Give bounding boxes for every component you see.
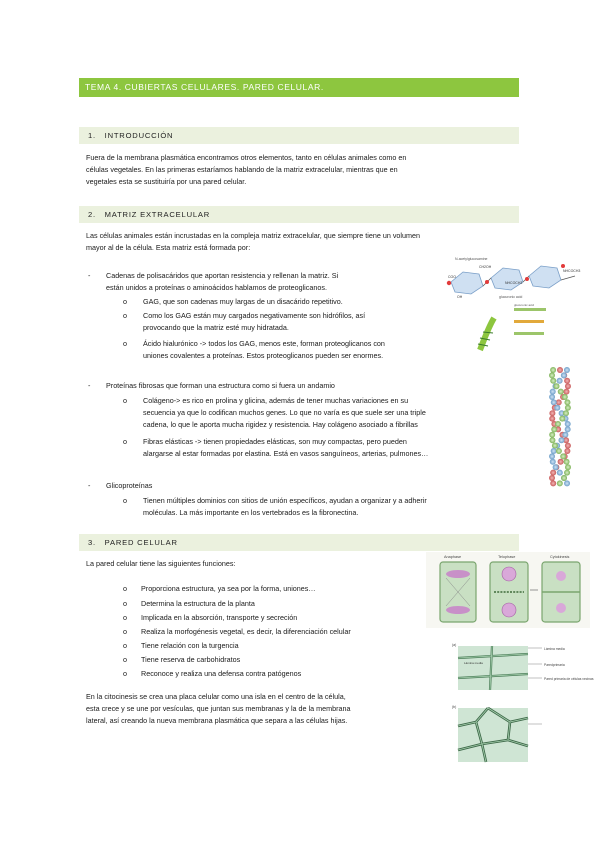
document-title: TEMA 4. CUBIERTAS CELULARES. PARED CELULAR. [79, 78, 519, 97]
helix-bead [557, 378, 563, 384]
helix-bead [557, 367, 563, 373]
dash-bullet: - [88, 481, 91, 490]
figure-label: Cytokinesis [550, 555, 570, 559]
list-item-polisacaridos [106, 270, 424, 294]
helix-bead [564, 470, 570, 476]
helix-bead [564, 459, 570, 465]
helix-bead [550, 378, 556, 384]
helix-bead [549, 410, 555, 416]
helix-bead [551, 399, 557, 405]
citocinesis-paragraph [86, 691, 438, 728]
text-line: esta crece y se une por vesículas, que juntan sus membranas y la de la membrana [86, 704, 351, 714]
text-line: cadena, lo que le aporta mucha rigidez y resistencia. Hay colágeno asociado a fibrillas [143, 420, 418, 430]
svg-text:NHCOCH3: NHCOCH3 [563, 269, 581, 273]
text-line: En la citocinesis se crea una placa celular como una isla en el centro de la célula, [86, 692, 346, 701]
helix-bead [552, 443, 558, 449]
text-line: Cadenas de polisacáridos que aportan resistencia y rellenan la matriz. Si [106, 271, 339, 280]
list-item-fibras-elasticas [143, 436, 515, 460]
dash-bullet: - [88, 381, 91, 390]
figure-label: CH2OH [479, 265, 492, 269]
sub-bullet: o [123, 627, 127, 636]
helix-bead [558, 437, 564, 443]
helix-bead [559, 416, 565, 422]
figure-label: (b) [452, 705, 457, 709]
figure-label: Lámina media [544, 647, 565, 651]
helix-bead [554, 383, 560, 389]
figure-label: Paredprimaria [544, 663, 565, 667]
cytokinesis-figure [426, 552, 590, 628]
list-item-funcion: Determina la estructura de la planta [141, 599, 255, 608]
text-line: Colágeno-> es rico en prolina y glicina, además de tener muchas variaciones en su [143, 396, 409, 405]
text-line: secuencia ya que lo codifican muchos genes. Lo que no varía es que suele ser una triple [143, 408, 426, 418]
helix-bead [558, 389, 564, 395]
list-item-funcion: Realiza la morfogénesis vegetal, es decir, la diferenciación celular [141, 627, 351, 636]
section-title: MATRIZ EXTRACELULAR [104, 210, 211, 219]
text-line: lateral, así creando la nueva membrana plasmática que separa a las células hijas. [86, 716, 348, 726]
svg-text:glucuronic acid: glucuronic acid [514, 303, 535, 307]
section-number: 1. [88, 131, 96, 140]
helix-bead [558, 459, 564, 465]
figure-label: Lámina media [464, 661, 483, 665]
helix-bead [557, 470, 563, 476]
helix-bead [564, 480, 570, 486]
text-line: Fuera de la membrana plasmática encontramos otros elementos, tanto en células animales como en [86, 153, 407, 162]
helix-bead [550, 389, 556, 395]
helix-bead [561, 372, 567, 378]
section-heading-introduccion [79, 127, 519, 144]
text-line: Como los GAG están muy cargados negativamente son hidrófilos, así [143, 311, 366, 320]
text-line: Tienen múltiples dominios con sitios de unión específicos, ayudan a organizar y a adherir [143, 496, 427, 505]
sub-bullet: o [123, 641, 127, 650]
sub-bullet: o [123, 599, 127, 608]
sub-bullet: o [123, 669, 127, 678]
cell-wall-figure-a [452, 642, 594, 694]
text-line: células vegetales. En las primeras estaríamos hablando de la matriz extracelular, mientras que en [86, 165, 398, 175]
cell-wall-figure-b [452, 704, 582, 766]
text-line: vegetales esta se sustituiría por una pared celular. [86, 177, 247, 187]
figure-label: Telophase [498, 555, 516, 559]
section-title: PARED CELULAR [104, 538, 178, 547]
text-line: provocando que la matriz esté muy hidratada. [143, 323, 289, 333]
list-item-funcion: Tiene reserva de carbohidratos [141, 655, 241, 664]
helix-bead [565, 421, 571, 427]
sub-bullet: o [123, 311, 127, 320]
sub-bullet: o [123, 496, 127, 505]
helix-bead [556, 448, 562, 454]
helix-bead [551, 426, 557, 432]
figure-label: OH [457, 295, 463, 299]
list-item-hialuronico [143, 338, 455, 362]
helix-bead [550, 367, 556, 373]
helix-bead [550, 459, 556, 465]
helix-bead [565, 443, 571, 449]
helix-bead [564, 448, 570, 454]
text-line: están unidos a proteínas o aminoácidos hablamos de proteoglicanos. [106, 283, 327, 293]
matriz-intro-paragraph [86, 230, 516, 254]
text-line: moléculas. La más importante en los vertebrados es la fibronectina. [143, 508, 359, 518]
helix-bead [555, 421, 561, 427]
list-item-funcion: Implicada en la absorción, transporte y secreción [141, 613, 298, 622]
helix-bead [565, 464, 571, 470]
section-heading-pared [79, 534, 519, 551]
sub-bullet: o [123, 584, 127, 593]
helix-bead [564, 378, 570, 384]
list-item-funcion: Proporciona estructura, ya sea por la forma, uniones… [141, 584, 316, 593]
figure-label: glucuronic acid [499, 295, 523, 299]
text-line: uniones covalentes a proteínas. Estos proteoglicanos pueden ser enormes. [143, 351, 384, 361]
sub-bullet: o [123, 297, 127, 306]
text-line: mayor al de la célula. Esta matriz está formada por: [86, 243, 251, 253]
list-item-hidrofilos [143, 310, 433, 334]
figure-label: Pared primaria de células vecinas [544, 677, 594, 681]
helix-bead [563, 410, 569, 416]
helix-bead [551, 448, 557, 454]
helix-bead [561, 475, 567, 481]
helix-bead [553, 464, 559, 470]
collagen-helix-figure [544, 366, 576, 490]
sub-bullet: o [123, 339, 127, 348]
helix-bead [554, 405, 560, 411]
text-line: Proteínas fibrosas que forman una estructura como si fuera un andamio [106, 381, 335, 390]
intro-paragraph [86, 152, 512, 189]
text-line: Fibras elásticas -> tienen propiedades elásticas, son muy compactas, pero pueden [143, 437, 407, 446]
helix-bead [564, 367, 570, 373]
helix-bead [549, 453, 555, 459]
section-title: INTRODUCCIÓN [104, 131, 174, 140]
helix-bead [562, 432, 568, 438]
list-item-funcion: Reconoce y realiza una defensa contra patógenos [141, 669, 302, 678]
helix-bead [549, 372, 555, 378]
figure-label: NHCOCH3 [505, 281, 523, 285]
helix-bead [565, 426, 571, 432]
sub-bullet: o [123, 396, 127, 405]
helix-bead [565, 383, 571, 389]
section-heading-matriz [79, 206, 519, 223]
text-line: Glicoproteínas [106, 481, 153, 490]
sub-bullet: o [123, 655, 127, 664]
list-item-colageno [143, 395, 515, 432]
section-number: 3. [88, 538, 96, 547]
helix-bead [565, 405, 571, 411]
list-item-funcion: Tiene relación con la turgencia [141, 641, 239, 650]
dash-bullet: - [88, 271, 91, 280]
section-number: 2. [88, 210, 96, 219]
list-item-dominios [143, 495, 515, 519]
list-item-glicoproteinas [106, 480, 406, 492]
helix-bead [550, 480, 556, 486]
figure-label: N-acetylglucosamine [455, 257, 488, 261]
helix-bead [560, 453, 566, 459]
sub-bullet: o [123, 437, 127, 446]
helix-bead [549, 416, 555, 422]
helix-bead [549, 394, 555, 400]
figure-label: Anaphase [444, 555, 462, 559]
proteoglycan-figure [474, 300, 552, 352]
text-line: alargarse al estar formadas por elastina. Está en vasos sanguíneos, arterias, pulmones… [143, 449, 429, 459]
helix-bead [564, 399, 570, 405]
figure-label: COO [448, 275, 456, 279]
helix-bead [557, 480, 563, 486]
figure-label: (a) [452, 643, 457, 647]
helix-bead [550, 470, 556, 476]
text-line: Las células animales están incrustadas en la compleja matriz extracelular, que siempre tiene un volumen [86, 231, 420, 240]
list-item-proteinas-fibrosas [106, 380, 446, 392]
text-line: Ácido hialurónico -> todos los GAG, menos este, forman proteoglicanos con [143, 339, 385, 348]
helix-bead [549, 432, 555, 438]
helix-bead [562, 394, 568, 400]
pared-intro: La pared celular tiene las siguientes funciones: [86, 559, 236, 568]
helix-bead [563, 389, 569, 395]
helix-bead [549, 475, 555, 481]
helix-bead [549, 437, 555, 443]
sub-bullet: o [123, 613, 127, 622]
list-item-gag [143, 296, 433, 308]
text-line: GAG, que son cadenas muy largas de un disacárido repetitivo. [143, 297, 343, 306]
